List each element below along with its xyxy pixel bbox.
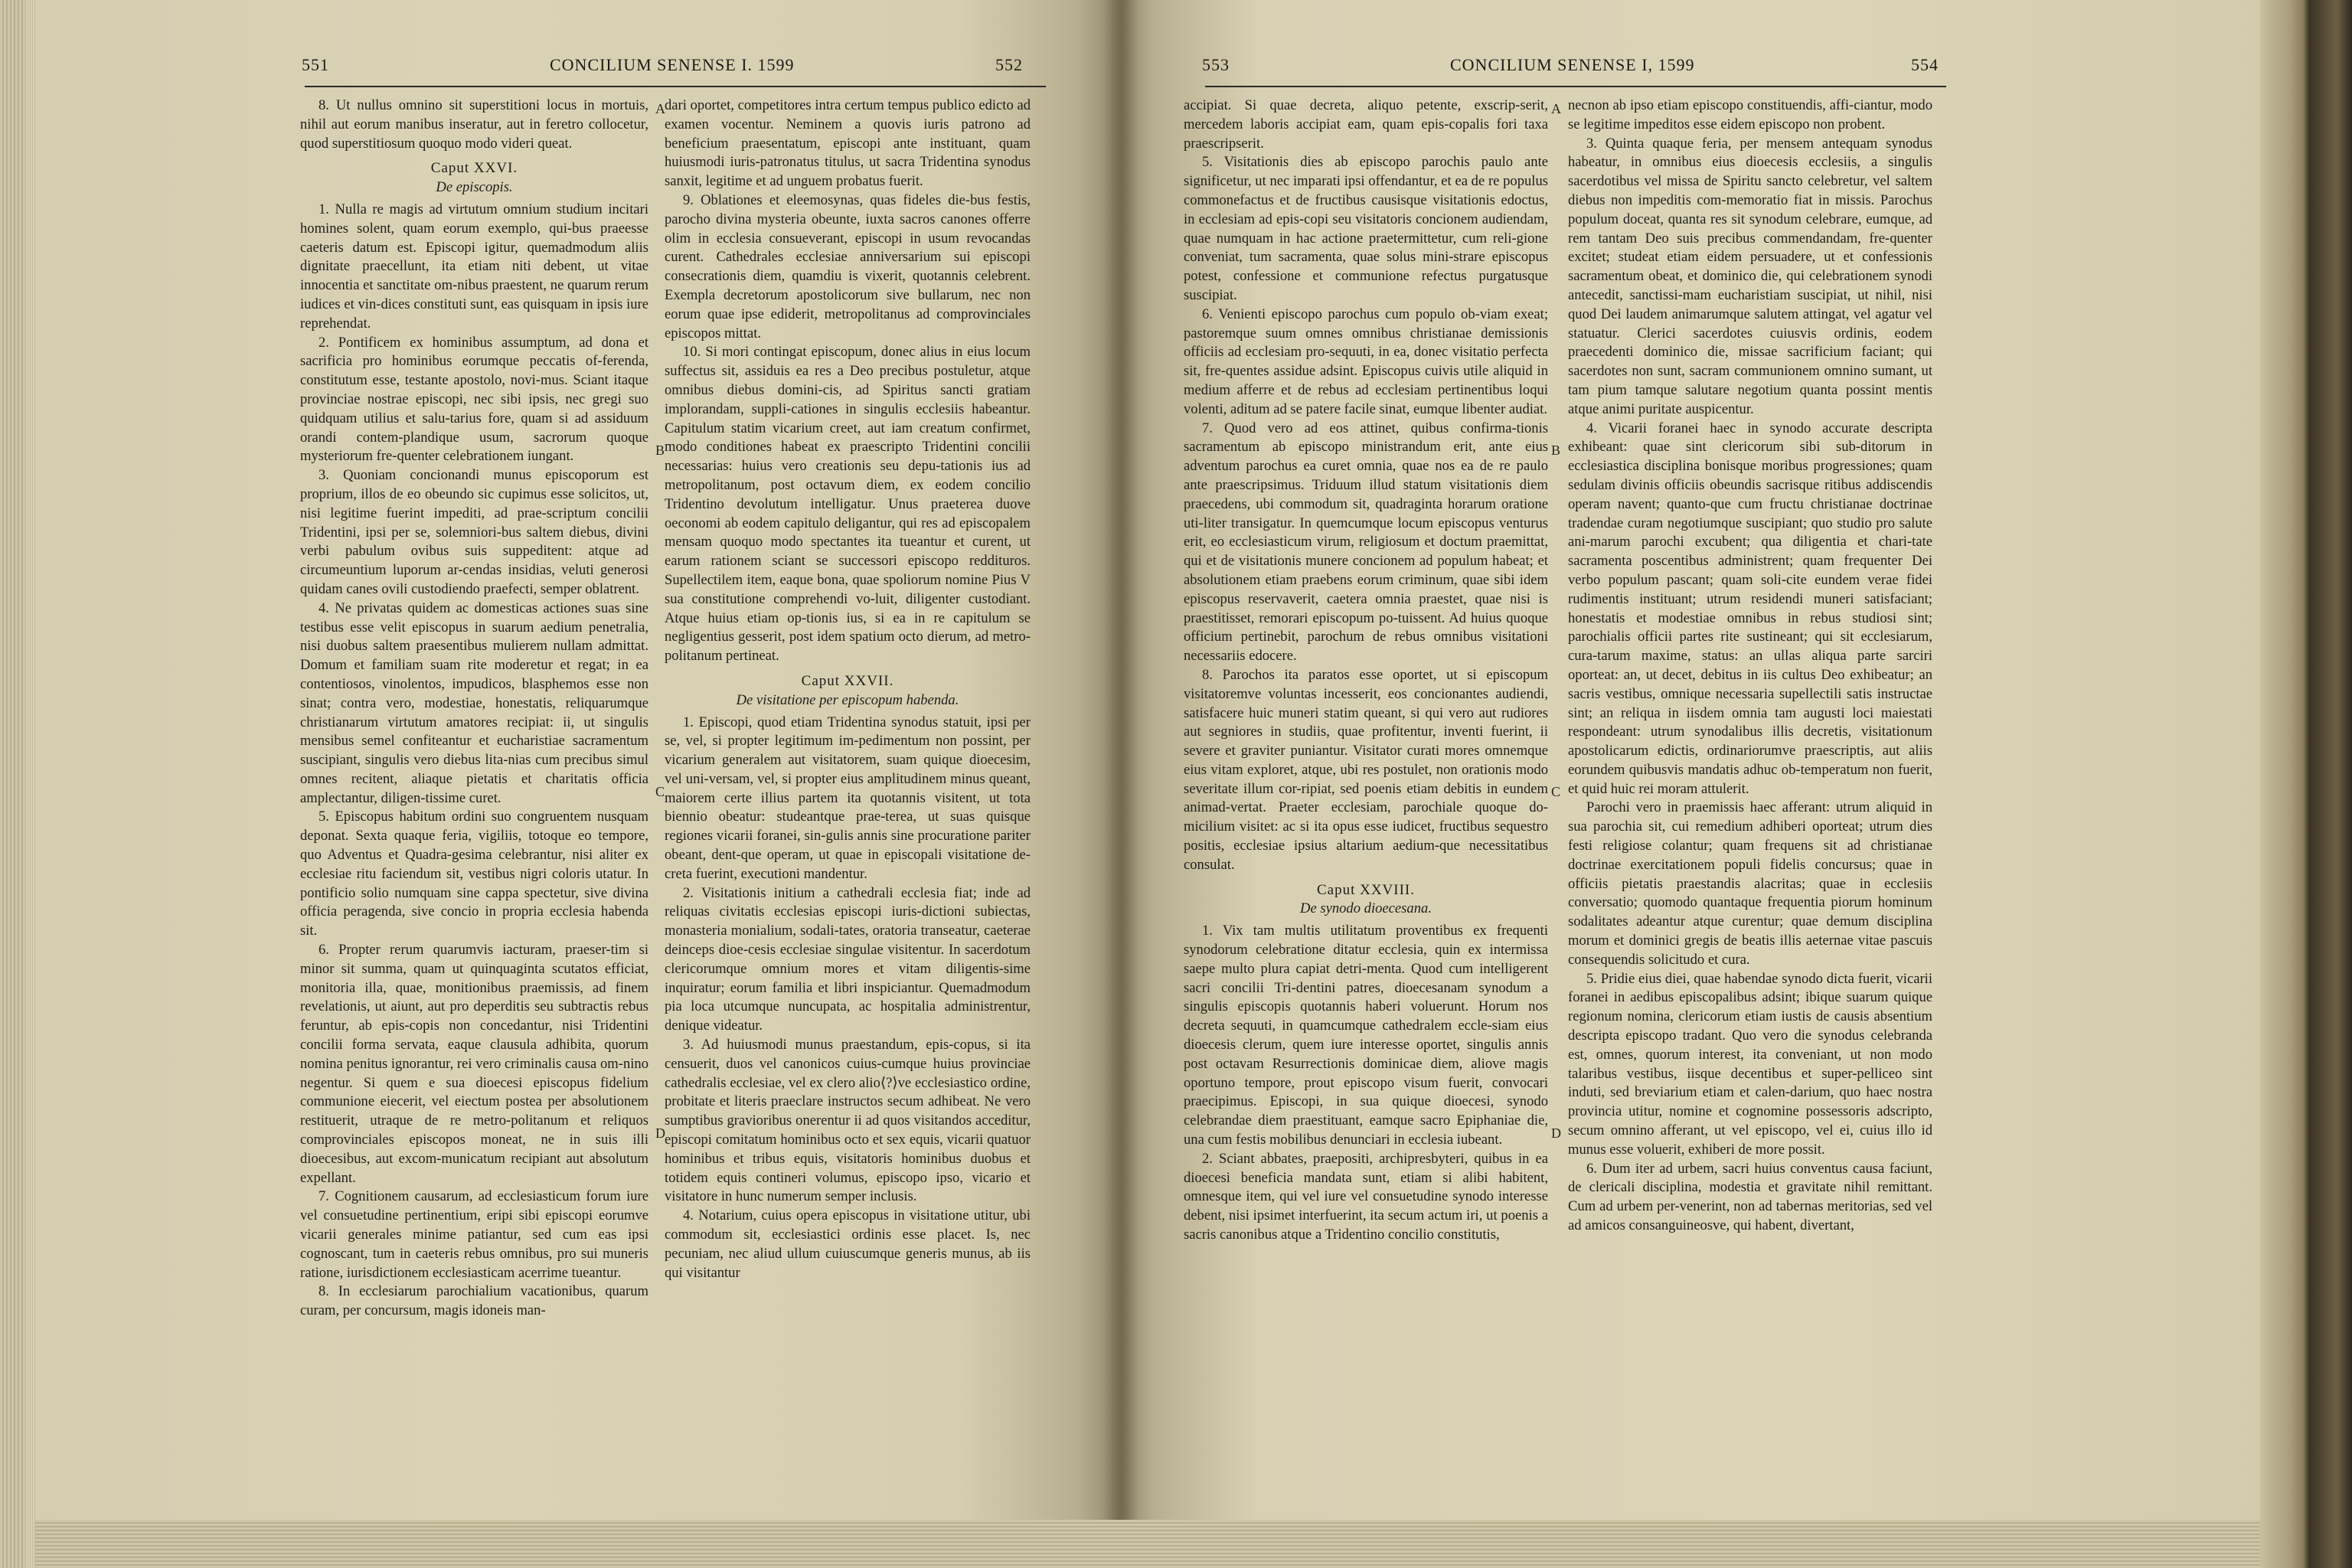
paragraph: 8. Ut nullus omnino sit superstitioni locus in mortuis, nihil aut eorum manibus inseratur, aut in feretro collocetur, quod superstitiosum quoquo modo videri queat. [300, 97, 648, 152]
left-page [35, 0, 1121, 1524]
margin-letter-d-right: D [1551, 1125, 1561, 1141]
margin-letter-a: A [655, 101, 665, 116]
page-edges-left [0, 0, 26, 1568]
page-number-551: 551 [302, 55, 329, 74]
margin-letter-a-right: A [1551, 101, 1561, 116]
header-rule-right [1205, 86, 1946, 87]
chapter-heading: Caput XXVIII. [1316, 881, 1416, 898]
paragraph: necnon ab ipso etiam episcopo constituendis, affi-ciantur, modo se legitime impeditos esse eidem episcopo non probent. [1568, 97, 1932, 132]
margin-letter-c: C [655, 784, 665, 799]
paragraph: dari oportet, competitores intra certum tempus publico edicto ad examen vocentur. Neminem a quovis iuris patrono ad beneficium praesentatum, episcopi ante instituant, quam huiusmodi iuris-patronatus titulus, ut sacra Tridentina synodus sanxit, legitime et ad unguem probatus fuerit. [665, 97, 1031, 190]
header-rule-left [305, 86, 1046, 87]
paragraph: 3. Ad huiusmodi munus praestandum, epis-copus, si ita censuerit, duos vel canonicos cuius-cumque huius provinciae cathedralis ecclesiae, vel ex clero alio⟨?⟩ve ecclesiastico ordine, probitate et literis praeclare instructos secum adhibeat. Ne vero sumptibus gravioribus onerentur ii ad quos visitandos acceditur, episcopi comitatum hominibus octo et sex equis, vicarii quatuor hominibus et tribus equis, visitatoris hominibus duobus et totidem equis contineri volumus, episcopo ipso, vicario et visitatore in hunc numerum semper inclusis. [665, 1037, 1031, 1205]
paragraph: 1. Vix tam multis utilitatum proventibus ex frequenti synodorum celebratione ditatur ecclesia, quin ex intermissa saepe multo plura capiat detri-menta. Quod cum intelligerent sacri concilii Tri-dentini patres, dioecesanam synodum a singulis episcopis quotannis haberi voluerunt. Horum nos decreta sequuti, in quamcumque cathedralem eccle-siam eius dioecesis clerum, quem iure interesse oportet, singulis annis post octavam Resurrectionis dominicae diem, aliove magis oportuno tempore, prout episcopo visum fuerit, convocari praecipimus. Episcopi, in sua quique dioecesi, synodo celebrandae diem praestituant, eamque sacro Epiphaniae die, una cum festis mobilibus denunciari in ecclesia iubeant. [1184, 923, 1548, 1148]
paragraph: accipiat. Si quae decreta, aliquo petente, exscrip-serit, mercedem laboris accipiat eam, quam epis-copalis fori taxa praescripserit. [1184, 97, 1548, 152]
text-column-left-2 [665, 96, 1031, 1282]
page-number-552: 552 [995, 55, 1023, 74]
page-edges-bottom [35, 1520, 2260, 1568]
text-column-left-1 [300, 96, 648, 1321]
page-number-554: 554 [1911, 55, 1939, 74]
paragraph: 1. Nulla re magis ad virtutum omnium studium incitari homines solent, quam eorum exemplo, qui-bus praeesse caeteris datum est. Episcopi igitur, quemadmodum aliis dignitate praecellunt, ita etiam niti debent, ut vitae innocentia et sanctitate om-nibus praestent, ne quarum rerum iudices et vin-dices constituti sunt, eas quisquam in ipsis iure reprehendat. [300, 201, 648, 332]
paragraph: 10. Si mori contingat episcopum, donec alius in eius locum suffectus sit, assiduis ea res a Deo precibus postuletur, atque omnibus diebus domini-cis, ad Spiritus sancti gratiam implorandam, suppli-cationes in singulis ecclesiis habeantur. Capitulum statim vicarium creet, aut iam creatum confirmet, modo conditiones habeat ex praescripto Tridentini concilii necessarias: huius vero creationis seu depu-tationis ius ad metropolitanum, post octavum diem, ex eodem concilio Tridentino devolutum intelligatur. Unus praeterea duove oeconomi ab eodem capitulo deligantur, qui res ad episcopalem mensam quoquo modo spectantes ita tueantur et curent, ut earum rationem sciant se successori episcopo reddituros. Supellectilem item, eaque bona, quae spoliorum nomine Pius V sua constitutione comprehendi vo-luit, diligenter custodiant. Atque huius etiam op-tionis ius, si ea in re capitulum se negligentius gesserit, post idem spatium octo dierum, ad metro-politanum pertineat. [665, 344, 1031, 665]
paragraph: 7. Cognitionem causarum, ad ecclesiasticum forum iure vel consuetudine pertinentium, eripi sibi episcopi eorumve vicarii generales minime patiantur, sed cum eas ipsi cognoscant, tum in caeteris rebus omnibus, pro sui muneris ratione, iurisdictionem ecclesiasticam acerrime tueantur. [300, 1188, 648, 1281]
paragraph: 2. Visitationis initium a cathedrali ecclesia fiat; inde ad reliquas civitatis ecclesias episcopi iuris-dictioni subiectas, monasteria monialium, sodali-tates, oratoria transeatur, caeterae deinceps dioe-cesis ecclesiae singulae visitentur. In sacerdotum clericorumque omnium mores et vitam diligentis-sime inquiratur; eorum familia et libri inspiciantur. Quemadmodum pia loca utcumque nuncupata, ac hospitalia administrentur, denique videatur. [665, 884, 1031, 1034]
paragraph: 5. Episcopus habitum ordini suo congruentem nusquam deponat. Sexta quaque feria, vigiliis, totoque eo tempore, quo Adventus et Quadra-gesima celebrantur, nisi aliter ex ecclesiae ritu faciendum sit, vestibus nigri coloris utatur. In pontificio solio numquam sine cappa spectetur, sive divina officia peragenda, sive concio in propria ecclesia habenda sit. [300, 808, 648, 939]
paragraph: 3. Quinta quaque feria, per mensem antequam synodus habeatur, in omnibus eius dioecesis ecclesiis, a singulis sacerdotibus vel missa de Spiritu sancto celebretur, vel saltem diebus non impeditis com-memoratio fiat in missis. Parochus populum doceat, quanta res sit synodum celebrare, eumque, ad rem tantam Deo suis precibus commendandam, fre-quenter excitet; studeat etiam eidem persuadere, ut et confessionis sacramentum obeat, et dominico die, qui celebrationem synodi antecedit, sanctissi-mam eucharistiam suscipiat, ut nihil, nisi quod Dei laudem animarumque salutem attingat, vel agatur vel statuatur. Clerici sacerdotes cuiusvis ordinis, eodem praecedenti dominico die, missae sacrificium faciant; qui sacerdotes non sunt, sacram communionem omnino sumant, ut tam pium tamque salutare negotium quanta possint mentis atque animi puritate auspicentur. [1568, 135, 1932, 417]
margin-letter-d: D [655, 1125, 665, 1141]
paragraph: 5. Pridie eius diei, quae habendae synodo dicta fuerit, vicarii foranei in aedibus episcopalibus adsint; ibique suarum quique regionum nomina, clericorum etiam iustis de causis absentium descripta episcopo tradant. Quo vero die synodus celebranda est, omnes, quorum interest, ita conveniant, ut non modo talaribus vestibus, iisque decentibus et super-pelliceo sint induti, sed breviarium etiam et calen-darium, quo haec nostra provincia utitur, nomine et cognomine possessoris adscripto, secum omnino afferant, ut vel episcopo, vel ei, cuius illo id munus esse voluerit, exhiberi de more possit. [1568, 970, 1932, 1158]
page-edges-left-inner [26, 0, 35, 1568]
text-column-right-2 [1568, 96, 1932, 1236]
paragraph: 6. Propter rerum quarumvis iacturam, praeser-tim si minor sit summa, quam ut quinquaginta scutatos efficiat, monitoria illa, quae, monitionibus praemissis, ad finem revelationis, ut aiunt, aut pro deperditis seu subtractis rebus feruntur, ab epis-copis non concedantur, nisi Tridentini concilii forma servata, eaque clausula adhibita, quorum nomina penitus ignorantur, rei vero criminalis causa om-nino negentur. Si quem e sua dioecesi episcopus fidelium communione eiecerit, vel eiectum postea per absolutionem restituerit, utraque de re metro-politanum et reliquos comprovinciales episcopos moneat, ne in suis illi dioecesibus, aut excom-municatum recipiant aut absolutum expellant. [300, 942, 648, 1186]
page-number-553: 553 [1202, 55, 1230, 74]
running-title-left: CONCILIUM SENENSE I. 1599 [550, 55, 795, 74]
paragraph: 3. Quoniam concionandi munus episcoporum est proprium, illos de eo obeundo sic cupimus esse solicitos, ut, nisi legitime fuerint impediti, ad prae-scriptum concilii Tridentini, ipsi per se, solemniori-bus saltem diebus, divini verbi pabulum ovibus suis suppeditent: atque ad circumeuntium luporum ar-cendas insidias, veluti generosi quidam canes ovili custodiendo praefecti, semper oblatrent. [300, 467, 648, 597]
paragraph: 6. Dum iter ad urbem, sacri huius conventus causa faciunt, de clericali disciplina, modestia et gravitate nihil remittant. Cum ad urbem per-venerint, non ad tabernas meritorias, sed vel ad amicos consanguineosve, qui habent, divertant, [1568, 1160, 1932, 1234]
text-column-right-1 [1184, 96, 1548, 1245]
paragraph: Parochi vero in praemissis haec afferant: utrum aliquid in sua parochia sit, cui remedium adhiberi oporteat; utrum dies festi religiose colantur; quam frequens sit ad christianae doctrinae exercitationem populi fidelis concursus; quae in officiis pietatis praestandis alacritas; quae in ecclesiis conversatio; quomodo quantaque frequentia piorum hominum sodalitates adeantur atque curentur; quae demum disciplina morum et dominici gregis de beatis illis aeternae vitae pascuis consequendis solicitudo et cura. [1568, 799, 1932, 968]
paragraph: 2. Sciant abbates, praepositi, archipresbyteri, quibus in ea dioecesi beneficia mandata sunt, etiam si alibi habitent, omnesque item, qui vel iure vel consuetudine synodo interesse debent, nisi ipsimet interfuerint, ita secum actum iri, ut poenis a sacris canonibus atque a Tridentino concilio constitutis, [1184, 1150, 1548, 1243]
chapter-subtitle: De episcopis. [436, 179, 513, 196]
paragraph: 2. Pontificem ex hominibus assumptum, ad dona et sacrificia pro hominibus eorumque peccatis of-ferenda, constitutum esse, testante apostolo, novi-mus. Sciant itaque provinciae nostrae episcopi, nec sibi ipsis, nec gregi suo quidquam utilius et salu-tarius fore, quam si ad assiduum orandi contem-plandique usum, sacrorum quoque mysteriorum fre-quenter celebrationem iungant. [300, 334, 648, 465]
margin-letter-b: B [655, 443, 665, 458]
book-spine-edge [2260, 0, 2352, 1568]
paragraph: 6. Venienti episcopo parochus cum populo ob-viam exeat; pastoremque suum omnes omnibus christianae demissionis officiis ad ecclesiam pro-sequuti, in ea, donec visitatio perfecta sit, fre-quentes assidue adsint. Episcopus cuivis utile aliquid in medium afferre et de rebus ad ecclesiam pertinentibus loqui volenti, aditum ad se patere facile sinat, eumque libenter audiat. [1184, 305, 1548, 417]
chapter-subtitle: De synodo dioecesana. [1300, 900, 1432, 917]
margin-letter-b-right: B [1551, 443, 1561, 458]
paragraph: 7. Quod vero ad eos attinet, quibus confirma-tionis sacramentum ab episcopo ministrandum erit, ante eius adventum parochus ea curet omnia, quae nos ea de re paulo ante praescripsimus. Triduum illud statum visitationis diem praecedens, ubi commodum sit, quadraginta horarum oratione uti-liter transigatur. In quemcumque locum episcopus venturus erit, eo ecclesiasticum virum, religiosum et doctum praemittat, qui et de visitationis munere concionem ad populum habeat; et absolutionem etiam praebens eorum criminum, quae sibi idem episcopus reservaverit, caetera omnia praestet, quae nisi is praestitisset, remorari episcopum po-tuissent. Ad huius quoque officium pertinebit, parochum de rebus omnibus visitationi necessariis edocere. [1184, 420, 1548, 665]
running-title-right: CONCILIUM SENENSE I, 1599 [1450, 55, 1695, 74]
chapter-heading: Caput XXVII. [801, 672, 894, 689]
book-gutter [1102, 0, 1139, 1524]
paragraph: 5. Visitationis dies ab episcopo parochis paulo ante significetur, ut nec imparati ipsi offendantur, et ea de re populus commonefactus et de fructibus causisque visitationis edoctus, in ecclesiam ad epis-copi seu visitatoris concionem audiendam, quae numquam in hac actione praetermittetur, cum reli-gione conveniat, tum sacramenta, quae solus mini-strare episcopus potest, confessione et communione refectus purgatusque suscipiat. [1184, 154, 1548, 303]
paragraph: 8. Parochos ita paratos esse oportet, ut si episcopum visitatoremve voluntas incesserit, eos concionantes audiendi, satisfacere huic muneri statim queant, si qui vero aut rudiores aut segniores in studiis, quae profitentur, inventi fuerint, ii severe et graviter puniantur. Visitator curati mores omnemque eius vitam exploret, atque, ubi res postulet, non orationis modo severitate illum cor-ripiat, sed poenis etiam debitis in eundem animad-vertat. Praeter ecclesiam, parochiale quoque do-micilium visitet: ac si ita opus esse iudicet, fructibus sequestro positis, ecclesiae ipsius altarium aedium-que necessitatibus consulat. [1184, 666, 1548, 873]
paragraph: 4. Ne privatas quidem ac domesticas actiones suas sine testibus esse velit episcopus in suarum aedium penetralia, nisi duobus saltem praesentibus mulierem nullam admittat. Domum et familiam suam rite moderetur et regat; in ea contentiosos, vinolentos, impudicos, blasphemos esse non sinat; contra vero, modestiae, honestatis, reliquarumque christianarum virtutum amatores recipiat: ii, ut singulis mensibus semel confiteantur et eucharistiae sacramentum suscipiant, singulis vero diebus lita-nias cum precibus simul omnes recitent, aliaque pietatis et charitatis officia amplectantur, diligen-tissime curet. [300, 599, 648, 806]
margin-letter-c-right: C [1551, 784, 1561, 799]
chapter-heading: Caput XXVI. [430, 160, 518, 177]
paragraph: 4. Vicarii foranei haec in synodo accurate descripta exhibeant: quae sint clericorum sibi sub-ditorum in ecclesiastica disciplina bonisque moribus progressiones; quam sedulam divinis officiis obeundis sacrisque ritibus addiscendis operam navent; quanto-que cum fructu christianae doctrinae tradendae curam negotiumque suscipiant; quo studio pro salute ani-marum parochi excubent; qua diligentia et chari-tate sacramenta poscentibus administrent; quam frequenter Dei verbo populum pascant; quam soli-cite eundem verae fidei rudimentis instituant; utrum residendi muneri satisfaciant; honestatis et modestiae omnibus in rebus studiosi sint; parochialis officii partes rite sustineant; qui sit ecclesiarum, cura-tarum maxime, status: an ullas aliqua parte sarciri oporteat: an, ut decet, debitus in iis cultus Deo exhibeatur; an sacris vestibus, omnique necessaria supellectili satis instructae sint; an reliqua in iisdem omnia tam augusti loci maiestati respondeant: utrum synodalibus illis decretis, visitationum apostolicarum edictis, ordinariorumve praescriptis, aut aliis eorundem quibusvis mandatis adhuc ob-temperatum non fuerit, et quid huic rei moram attulerit. [1568, 420, 1932, 797]
right-page [1121, 0, 2260, 1524]
paragraph: 1. Episcopi, quod etiam Tridentina synodus statuit, ipsi per se, vel, si propter legitimum im-pedimentum non possint, per vicarium generalem aut visitatorem, suam quique dioecesim, vel uni-versam, vel, si propter eius amplitudinem minus queant, maiorem certe illius partem ita quotannis visitent, ut tota biennio obeatur: studeantque prae-terea, ut suas quisque regiones vicarii foranei, sin-gulis annis sine procuratione pariter obeant, dent-que operam, ut quae in episcopali visitatione de-creta fuerint, executioni mandentur. [665, 714, 1031, 882]
paragraph: 8. In ecclesiarum parochialium vacationibus, quarum curam, per concursum, magis idoneis man- [300, 1283, 648, 1319]
chapter-subtitle: De visitatione per episcopum habenda. [736, 691, 959, 708]
paragraph: 9. Oblationes et eleemosynas, quas fideles die-bus festis, parocho divina mysteria obeunte, iuxta sacros canones offerre olim in ecclesia consueverant, episcopi in usum revocandas curent. Cathedrales ecclesiae anniversarium sui episcopi consecrationis diem, quamdiu is vixerit, quotannis celebrent. Exempla decretorum apostolicorum sive bullarum, nec non eorum quae ipse ediderit, metropolitanus ad comprovinciales episcopos mittat. [665, 191, 1031, 341]
paragraph: 4. Notarium, cuius opera episcopus in visitatione utitur, ubi commodum sit, ecclesiastici ordinis esse placet. Is, nec pecuniam, nec aliud ullum cuiuscumque generis munus, ab iis qui visitantur [665, 1207, 1031, 1281]
